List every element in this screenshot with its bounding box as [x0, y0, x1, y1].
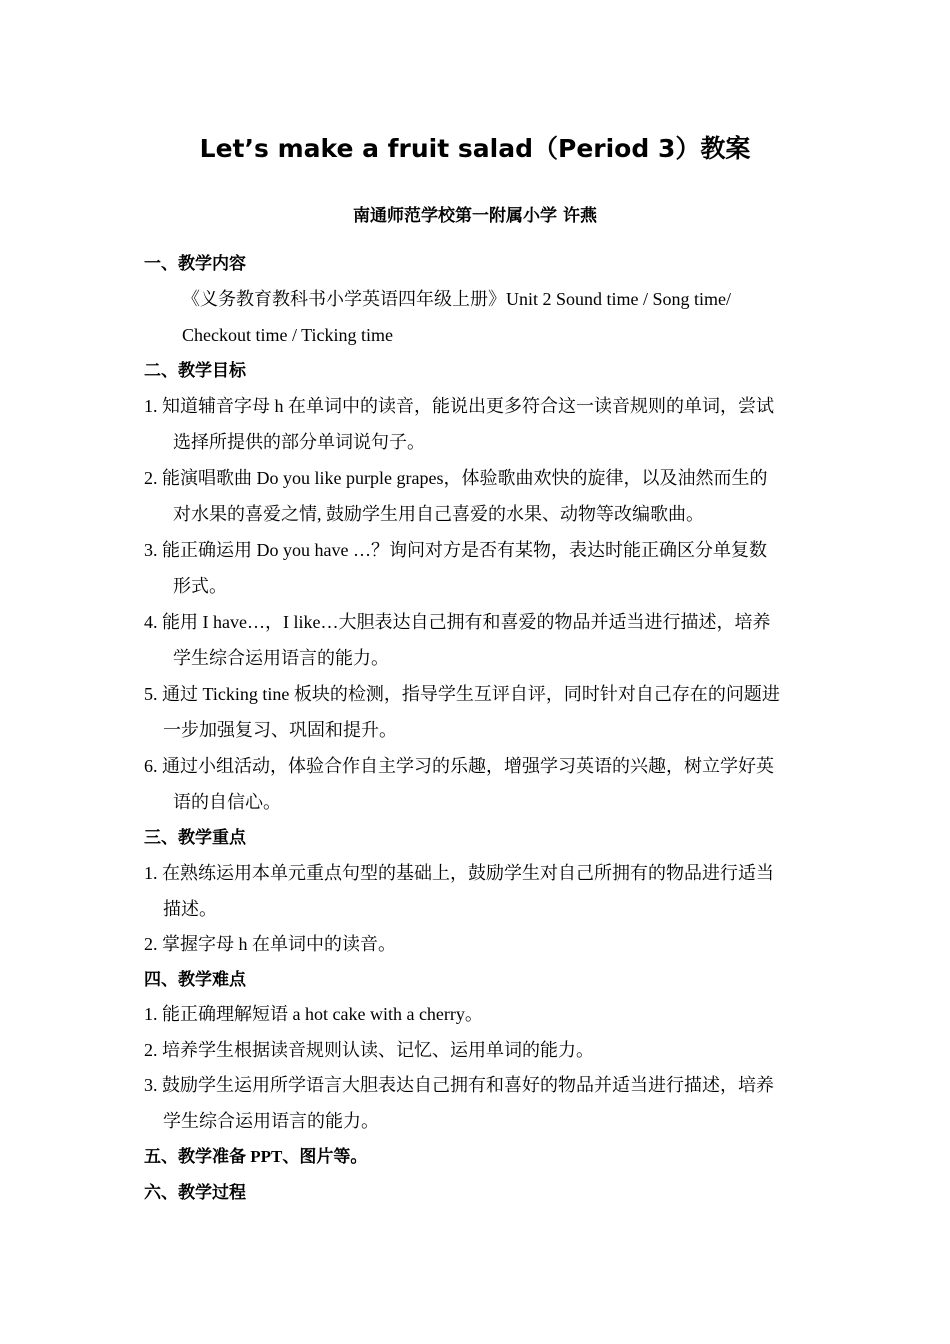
- content-line: 《义务教育教科书小学英语四年级上册》Unit 2 Sound time / Song time/: [182, 289, 732, 309]
- objective-line: 3. 能正确运用 Do you have …？询问对方是否有某物，表达时能正确区分单复数: [144, 540, 767, 560]
- key-point-line: 1. 在熟练运用本单元重点句型的基础上，鼓励学生对自己所拥有的物品进行适当: [144, 863, 774, 883]
- objective-line: 学生综合运用语言的能力。: [173, 648, 389, 668]
- section-heading-process: 六、教学过程: [144, 1183, 246, 1203]
- objective-line: 6. 通过小组活动，体验合作自主学习的乐趣，增强学习英语的兴趣，树立学好英: [144, 756, 774, 776]
- difficulty-line: 1. 能正确理解短语 a hot cake with a cherry。: [144, 1004, 483, 1024]
- objective-line: 5. 通过 Ticking tine 板块的检测，指导学生互评自评，同时针对自己存在的问题进: [144, 684, 780, 704]
- section-heading-objectives: 二、教学目标: [144, 361, 246, 381]
- objective-line: 语的自信心。: [173, 792, 281, 812]
- objective-line: 选择所提供的部分单词说句子。: [173, 432, 425, 452]
- objective-line: 形式。: [173, 576, 227, 596]
- objective-line: 对水果的喜爱之情, 鼓励学生用自己喜爱的水果、动物等改编歌曲。: [173, 504, 704, 524]
- difficulty-line: 3. 鼓励学生运用所学语言大胆表达自己拥有和喜好的物品并适当进行描述，培养: [144, 1075, 774, 1095]
- preparation-text: PPT、图片等。: [246, 1147, 368, 1166]
- section-heading-difficulties: 四、教学难点: [144, 970, 246, 990]
- section-preparation: [144, 1144, 367, 1170]
- section-heading-key-points: 三、教学重点: [144, 828, 246, 848]
- section-heading-preparation: 五、教学准备: [144, 1147, 246, 1167]
- document-title: Let’s make a fruit salad（Period 3）教案: [199, 134, 751, 163]
- objective-line: 4. 能用 I have…，I like…大胆表达自己拥有和喜爱的物品并适当进行描述，培养: [144, 612, 771, 632]
- content-line: Checkout time / Ticking time: [182, 325, 393, 345]
- difficulty-line: 学生综合运用语言的能力。: [163, 1111, 379, 1131]
- objective-line: 一步加强复习、巩固和提升。: [163, 720, 397, 740]
- key-point-line: 描述。: [163, 899, 217, 919]
- section-heading-content: 一、教学内容: [144, 254, 246, 274]
- key-point-line: 2. 掌握字母 h 在单词中的读音。: [144, 934, 396, 954]
- objective-line: 2. 能演唱歌曲 Do you like purple grapes，体验歌曲欢快的旋律，以及油然而生的: [144, 468, 768, 488]
- objective-line: 1. 知道辅音字母 h 在单词中的读音，能说出更多符合这一读音规则的单词，尝试: [144, 396, 774, 416]
- document-author: 南通师范学校第一附属小学 许燕: [353, 206, 597, 226]
- difficulty-line: 2. 培养学生根据读音规则认读、记忆、运用单词的能力。: [144, 1040, 594, 1060]
